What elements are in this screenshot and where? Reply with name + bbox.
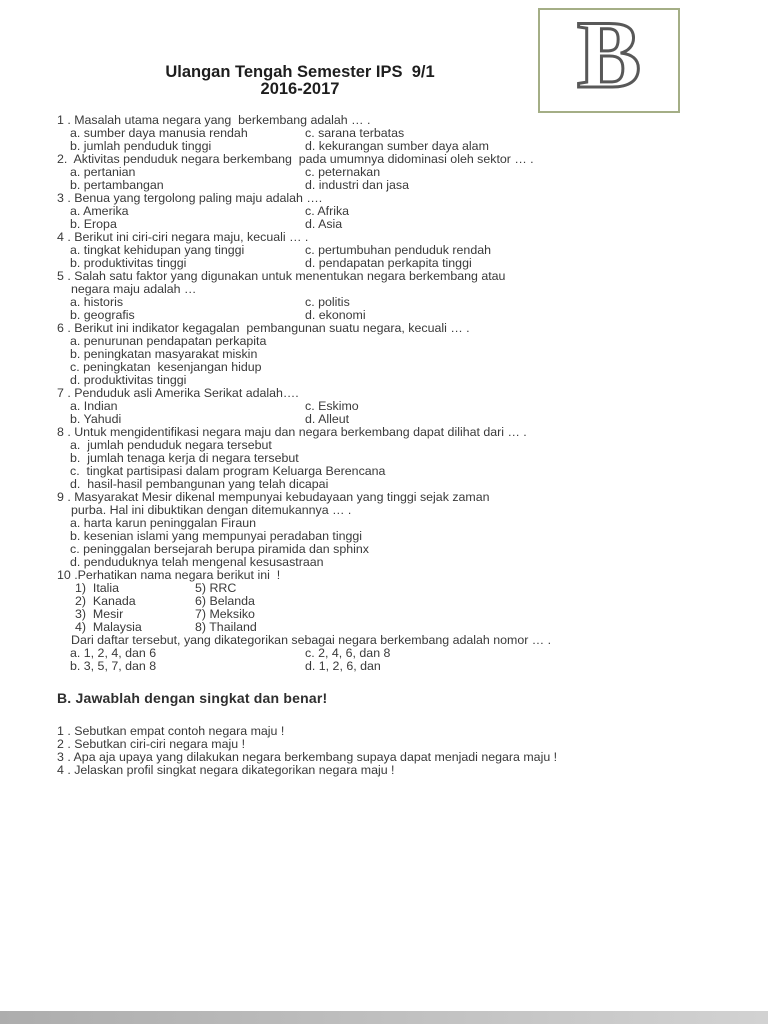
page-bottom-edge [0,1011,768,1024]
question-text: 10 .Perhatikan nama negara berikut ini ! [57,568,281,582]
question-text: 4 . Berikut ini ciri-ciri negara maju, kecuali … . [57,230,309,244]
answer-option: d. hasil-hasil pembangunan yang telah dicapai [70,477,329,491]
answer-option: a. Amerika [70,204,129,218]
version-letter: B [576,1,642,108]
answer-option: a. 1, 2, 4, dan 6 [70,646,157,660]
essay-question: 2 . Sebutkan ciri-ciri negara maju ! [57,737,246,751]
essay-question: 3 . Apa aja upaya yang dilakukan negara berkembang supaya dapat menjadi negara maju ! [57,750,558,764]
answer-option: b. peningkatan masyarakat miskin [70,347,258,361]
question-text-cont: purba. Hal ini dibuktikan dengan ditemukannya … . [71,503,352,517]
country-item: 3) Mesir [75,607,124,621]
answer-option: d. kekurangan sumber daya alam [305,139,489,153]
answer-option: b. jumlah tenaga kerja di negara tersebut [70,451,299,465]
questions-list [57,114,719,673]
answer-option: b. kesenian islami yang mempunyai peradaban tinggi [70,529,363,543]
country-list-row [57,608,719,621]
answer-option: a. pertanian [70,165,136,179]
answer-option: d. Alleut [305,412,350,426]
version-badge-box [538,1,680,113]
question-text: 7 . Penduduk asli Amerika Serikat adalah…. [57,386,299,400]
answer-option: b. pertambangan [70,178,164,192]
country-item: 5) RRC [195,581,237,595]
exam-title-line1: Ulangan Tengah Semester IPS 9/1 [165,63,435,81]
answer-option: c. Eskimo [305,399,359,413]
question-text: 2. Aktivitas penduduk negara berkembang pada umumnya didominasi oleh sektor … . [57,152,534,166]
page-content [57,64,719,777]
answer-option: d. produktivitas tinggi [70,373,187,387]
question-block [57,426,719,491]
answer-option: c. pertumbuhan penduduk rendah [305,243,491,257]
answer-option: d. pendapatan perkapita tinggi [305,256,472,270]
question-block [57,387,719,426]
answer-option: a. sumber daya manusia rendah [70,126,248,140]
answer-option: c. peninggalan bersejarah berupa piramida dan sphinx [70,542,369,556]
question-text: 8 . Untuk mengidentifikasi negara maju dan negara berkembang dapat dilihat dari … . [57,425,527,439]
section-b-heading: B. Jawablah dengan singkat dan benar! [57,690,328,706]
question-block [57,270,719,322]
answer-option: d. industri dan jasa [305,178,410,192]
answer-option: d. ekonomi [305,308,366,322]
question-block [57,231,719,270]
question-block [57,192,719,231]
country-list-row [57,582,719,595]
option-row [57,296,719,309]
answer-option: b. geografis [70,308,135,322]
answer-option: c. tingkat partisipasi dalam program Keluarga Berencana [70,464,386,478]
answer-option: b. jumlah penduduk tinggi [70,139,212,153]
essay-question: 4 . Jelaskan profil singkat negara dikategorikan negara maju ! [57,763,395,777]
option-row [57,400,719,413]
country-item: 7) Meksiko [195,607,255,621]
option-row [57,660,719,673]
option-row [57,647,719,660]
question-text: 6 . Berikut ini indikator kegagalan pembangunan suatu negara, kecuali … . [57,321,470,335]
country-item: 4) Malaysia [75,620,142,634]
answer-option: c. peternakan [305,165,381,179]
question-followup: Dari daftar tersebut, yang dikategorikan sebagai negara berkembang adalah nomor … . [71,633,552,647]
country-list-row [57,595,719,608]
exam-title-line2: 2016-2017 [260,80,340,98]
question-block [57,322,719,387]
answer-option: d. penduduknya telah mengenal kesusastraan [70,555,324,569]
country-item: 1) Italia [75,581,120,595]
answer-option: c. 2, 4, 6, dan 8 [305,646,391,660]
country-item: 6) Belanda [195,594,255,608]
option-row [57,205,719,218]
country-item: 2) Kanada [75,594,136,608]
question-block [57,114,719,153]
answer-option: b. 3, 5, 7, dan 8 [70,659,157,673]
question-text: 9 . Masyarakat Mesir dikenal mempunyai kebudayaan yang tinggi sejak zaman [57,490,490,504]
answer-option: a. jumlah penduduk negara tersebut [70,438,272,452]
essay-list [57,725,719,777]
answer-option: d. Asia [305,217,343,231]
answer-option: a. Indian [70,399,118,413]
question-text: 5 . Salah satu faktor yang digunakan untuk menentukan negara berkembang atau [57,269,506,283]
answer-option: b. Eropa [70,217,117,231]
answer-option: a. harta karun peninggalan Firaun [70,516,256,530]
question-text: 3 . Benua yang tergolong paling maju adalah …. [57,191,323,205]
question-block [57,491,719,569]
answer-option: c. sarana terbatas [305,126,405,140]
answer-option: b. Yahudi [70,412,122,426]
answer-option: c. peningkatan kesenjangan hidup [70,360,262,374]
answer-option: b. produktivitas tinggi [70,256,187,270]
essay-question: 1 . Sebutkan empat contoh negara maju ! [57,724,285,738]
question-text-cont: negara maju adalah … [71,282,197,296]
answer-option: a. penurunan pendapatan perkapita [70,334,267,348]
answer-option: c. Afrika [305,204,350,218]
answer-option: a. tingkat kehidupan yang tinggi [70,243,245,257]
question-block [57,153,719,192]
answer-option: a. historis [70,295,124,309]
answer-option: d. 1, 2, 6, dan [305,659,381,673]
question-block [57,569,719,673]
question-text: 1 . Masalah utama negara yang berkembang adalah … . [57,113,371,127]
country-item: 8) Thailand [195,620,257,634]
exam-title [57,64,543,98]
answer-option: c. politis [305,295,350,309]
